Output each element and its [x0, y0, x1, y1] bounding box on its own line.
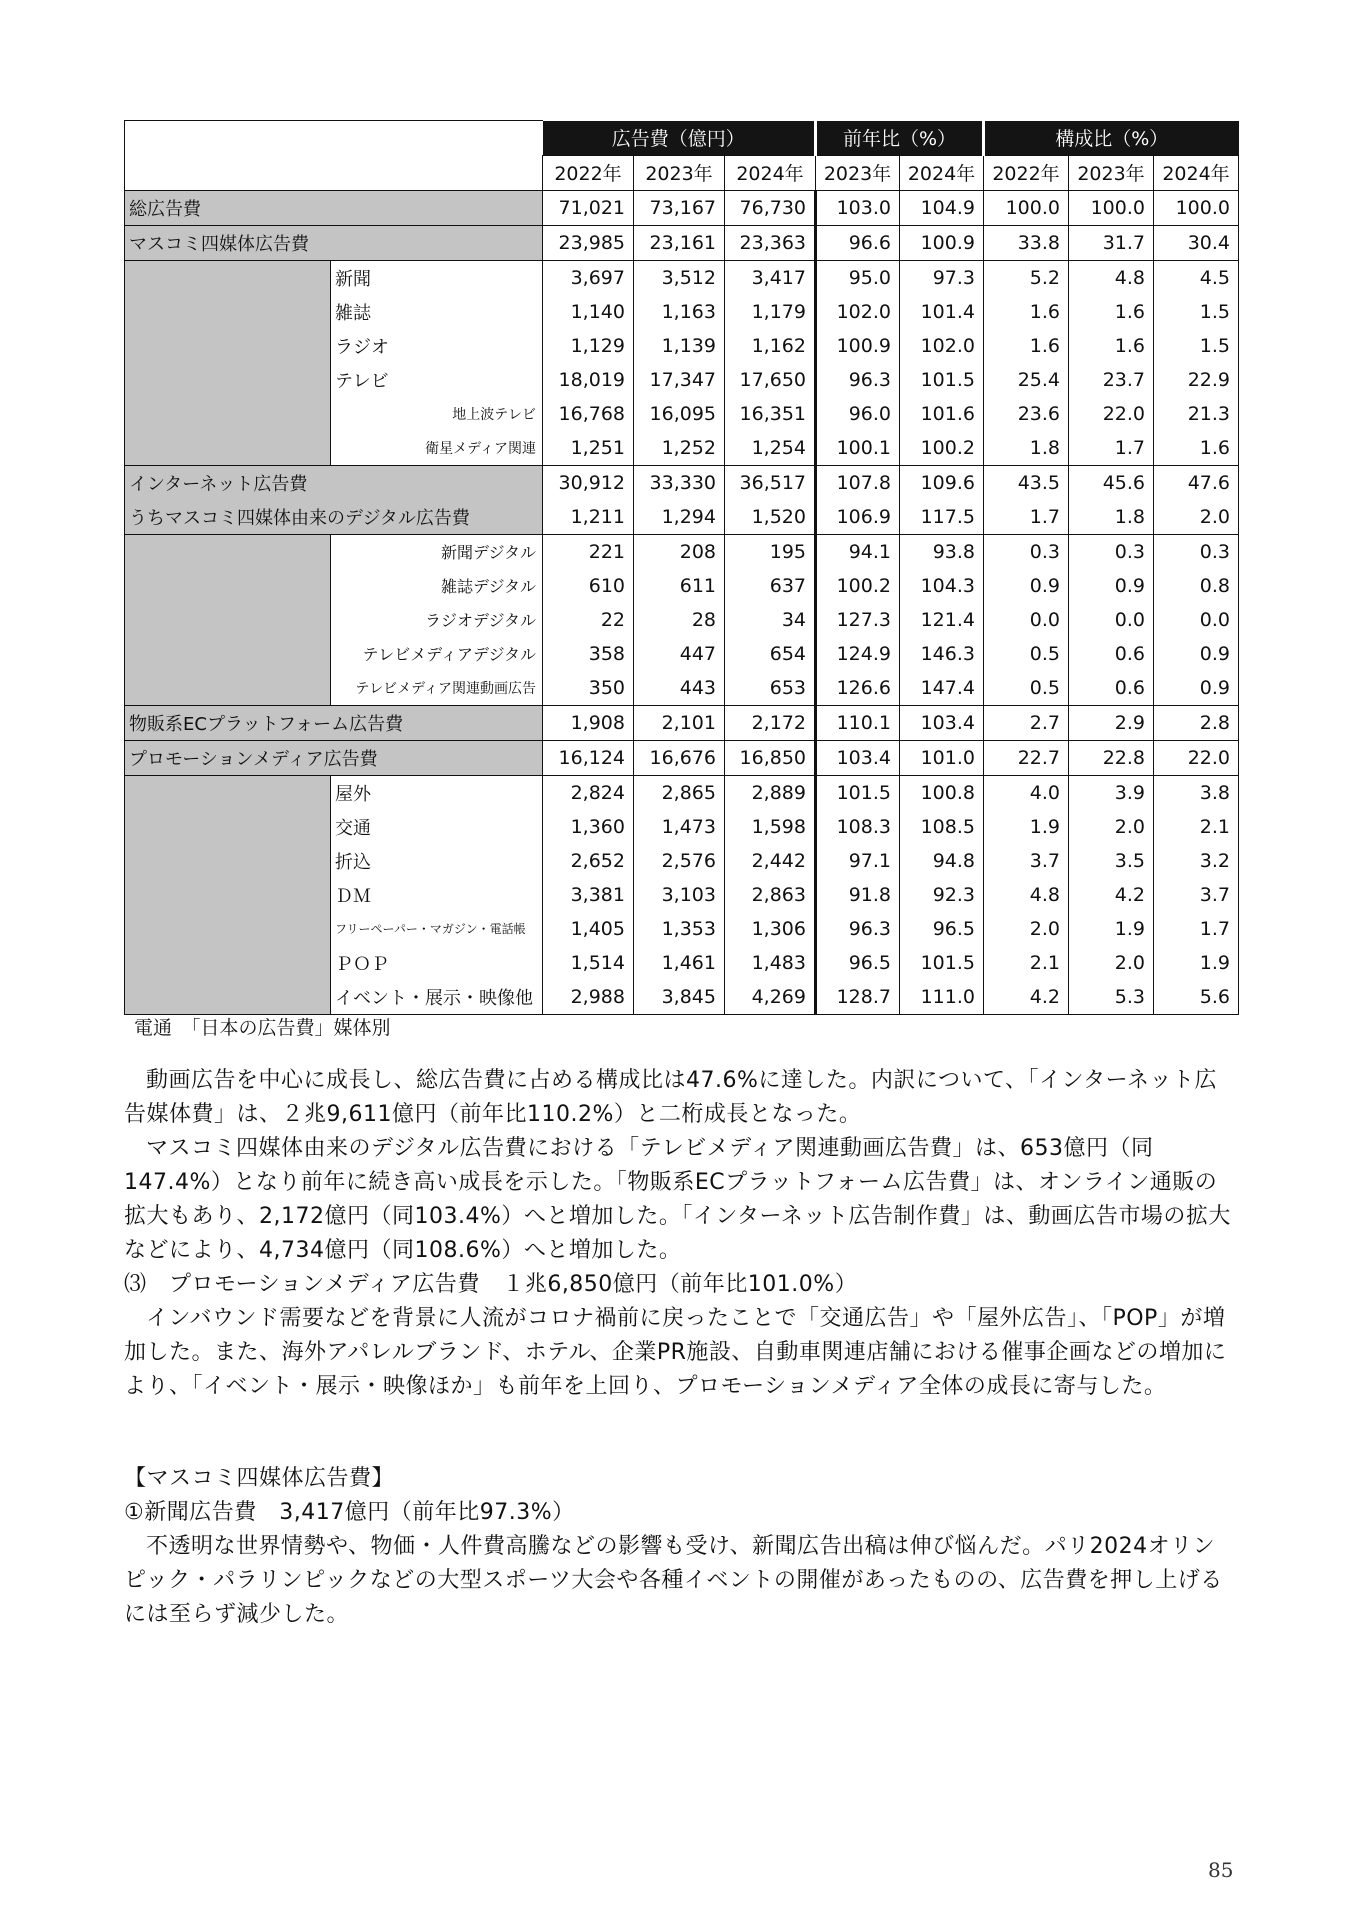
table-cell: 22 — [543, 603, 634, 637]
table-cell: 2.0 — [984, 912, 1069, 946]
table-cell: 1,163 — [634, 295, 725, 329]
table-cell: 92.3 — [900, 878, 984, 912]
table-row — [125, 465, 1239, 500]
table-cell: 3,417 — [725, 260, 816, 295]
table-cell: 127.3 — [816, 603, 900, 637]
row-label: 雑誌 — [331, 295, 543, 329]
table-cell: 1.7 — [984, 500, 1069, 535]
table-cell: 101.5 — [900, 363, 984, 397]
table-row — [125, 878, 1239, 912]
table-cell: 126.6 — [816, 671, 900, 706]
table-cell: 611 — [634, 569, 725, 603]
table-cell: 100.2 — [816, 569, 900, 603]
row-group-block — [125, 671, 331, 706]
row-label: 雑誌デジタル — [331, 569, 543, 603]
table-cell: 101.6 — [900, 397, 984, 431]
table-cell: 23,985 — [543, 225, 634, 260]
table-cell: 1,251 — [543, 431, 634, 466]
row-group-block — [125, 603, 331, 637]
table-row — [125, 363, 1239, 397]
table-cell: 2.7 — [984, 705, 1069, 740]
table-cell: 111.0 — [900, 980, 984, 1015]
row-label: テレビ — [331, 363, 543, 397]
row-group-block — [125, 946, 331, 980]
table-cell: 3,845 — [634, 980, 725, 1015]
table-cell: 1.9 — [1069, 912, 1154, 946]
row-label: 物販系ECプラットフォーム広告費 — [125, 705, 543, 740]
table-cell: 22.9 — [1154, 363, 1239, 397]
table-cell: 4.2 — [984, 980, 1069, 1015]
table-cell: 43.5 — [984, 465, 1069, 500]
table-cell: 350 — [543, 671, 634, 706]
table-cell: 121.4 — [900, 603, 984, 637]
table-cell: 104.3 — [900, 569, 984, 603]
table-cell: 1,252 — [634, 431, 725, 466]
table-cell: 33.8 — [984, 225, 1069, 260]
table-cell: 1,294 — [634, 500, 725, 535]
table-cell: 0.0 — [1069, 603, 1154, 637]
table-cell: 443 — [634, 671, 725, 706]
table-cell: 0.5 — [984, 637, 1069, 671]
table-cell: 1.7 — [1154, 912, 1239, 946]
table-cell: 16,850 — [725, 740, 816, 775]
table-cell: 117.5 — [900, 500, 984, 535]
table-row — [125, 603, 1239, 637]
table-row — [125, 775, 1239, 810]
row-group-block — [125, 912, 331, 946]
table-row — [125, 397, 1239, 431]
table-row — [125, 912, 1239, 946]
table-cell: 33,330 — [634, 465, 725, 500]
table-cell: 96.5 — [816, 946, 900, 980]
table-cell: 1,179 — [725, 295, 816, 329]
table-cell: 5.2 — [984, 260, 1069, 295]
table-cell: 100.0 — [1154, 190, 1239, 225]
table-cell: 22.0 — [1069, 397, 1154, 431]
table-cell: 1.5 — [1154, 295, 1239, 329]
table-cell: 100.8 — [900, 775, 984, 810]
table-cell: 100.9 — [816, 329, 900, 363]
table-row — [125, 295, 1239, 329]
table-cell: 73,167 — [634, 190, 725, 225]
row-group-block — [125, 260, 331, 295]
table-cell: 22.0 — [1154, 740, 1239, 775]
row-group-block — [125, 878, 331, 912]
table-cell: 97.3 — [900, 260, 984, 295]
table-cell: 0.5 — [984, 671, 1069, 706]
table-cell: 28 — [634, 603, 725, 637]
row-label: 屋外 — [331, 775, 543, 810]
table-cell: 103.4 — [816, 740, 900, 775]
row-label: テレビメディアデジタル — [331, 637, 543, 671]
table-cell: 208 — [634, 534, 725, 569]
table-cell: 2,865 — [634, 775, 725, 810]
row-label: ラジオデジタル — [331, 603, 543, 637]
table-cell: 100.9 — [900, 225, 984, 260]
table-cell: 1,520 — [725, 500, 816, 535]
table-row — [125, 810, 1239, 844]
table-cell: 2.9 — [1069, 705, 1154, 740]
row-label: 衛星メディア関連 — [331, 431, 543, 466]
table-cell: 104.9 — [900, 190, 984, 225]
table-cell: 1,473 — [634, 810, 725, 844]
table-cell: 1,598 — [725, 810, 816, 844]
table-cell: 95.0 — [816, 260, 900, 295]
table-cell: 2.8 — [1154, 705, 1239, 740]
table-cell: 0.3 — [984, 534, 1069, 569]
table-header-year-row — [125, 155, 1239, 190]
table-cell: 23,161 — [634, 225, 725, 260]
table-cell: 103.4 — [900, 705, 984, 740]
table-cell: 1.7 — [1069, 431, 1154, 466]
table-cell: 2,988 — [543, 980, 634, 1015]
table-row — [125, 500, 1239, 535]
table-cell: 654 — [725, 637, 816, 671]
table-row — [125, 980, 1239, 1015]
table-cell: 96.3 — [816, 363, 900, 397]
body-text — [124, 1064, 1234, 1632]
table-cell: 23,363 — [725, 225, 816, 260]
table-cell: 4.0 — [984, 775, 1069, 810]
year-header: 2024年 — [725, 155, 816, 190]
table-cell: 2,172 — [725, 705, 816, 740]
table-cell: 2,824 — [543, 775, 634, 810]
table-cell: 93.8 — [900, 534, 984, 569]
table-cell: 2,101 — [634, 705, 725, 740]
table-row — [125, 431, 1239, 466]
table-cell: 100.2 — [900, 431, 984, 466]
table-row — [125, 190, 1239, 225]
table-cell: 5.3 — [1069, 980, 1154, 1015]
table-cell: 106.9 — [816, 500, 900, 535]
table-cell: 0.9 — [1069, 569, 1154, 603]
table-cell: 96.5 — [900, 912, 984, 946]
paragraph: 動画広告を中心に成長し、総広告費に占める構成比は47.6%に達した。内訳について、「インターネット広告媒体費」は、２兆9,611億円（前年比110.2%）と二桁成長となった。 — [124, 1068, 1218, 1127]
row-group-block — [125, 844, 331, 878]
row-group-block — [125, 431, 331, 466]
table-cell: 2,889 — [725, 775, 816, 810]
table-cell: 637 — [725, 569, 816, 603]
table-cell: 16,351 — [725, 397, 816, 431]
table-cell: 34 — [725, 603, 816, 637]
table-cell: 358 — [543, 637, 634, 671]
table-cell: 0.8 — [1154, 569, 1239, 603]
table-cell: 1,140 — [543, 295, 634, 329]
header-share: 構成比（%） — [984, 121, 1239, 156]
table-cell: 108.3 — [816, 810, 900, 844]
table-cell: 653 — [725, 671, 816, 706]
table-cell: 23.7 — [1069, 363, 1154, 397]
table-cell: 76,730 — [725, 190, 816, 225]
table-cell: 1.9 — [1154, 946, 1239, 980]
table-cell: 2.1 — [1154, 810, 1239, 844]
table-cell: 0.9 — [984, 569, 1069, 603]
row-group-block — [125, 534, 331, 569]
table-cell: 94.1 — [816, 534, 900, 569]
table-row — [125, 569, 1239, 603]
table-cell: 1.9 — [984, 810, 1069, 844]
row-label: インターネット広告費 — [125, 465, 543, 500]
row-label: 新聞デジタル — [331, 534, 543, 569]
table-cell: 1,514 — [543, 946, 634, 980]
table-cell: 0.9 — [1154, 637, 1239, 671]
table-cell: 100.0 — [1069, 190, 1154, 225]
table-cell: 47.6 — [1154, 465, 1239, 500]
table-cell: 1,908 — [543, 705, 634, 740]
paragraph: 不透明な世界情勢や、物価・人件費高騰などの影響も受け、新聞広告出稿は伸び悩んだ。パリ2024オリンピック・パラリンピックなどの大型スポーツ大会や各種イベントの開催があったものの、広告費を押し上げるには至らず減少した。 — [124, 1534, 1223, 1627]
row-label: ＤＭ — [331, 878, 543, 912]
table-cell: 4.8 — [1069, 260, 1154, 295]
table-cell: 25.4 — [984, 363, 1069, 397]
table-cell: 2,442 — [725, 844, 816, 878]
table-cell: 4.2 — [1069, 878, 1154, 912]
row-label: 新聞 — [331, 260, 543, 295]
table-cell: 1.6 — [984, 329, 1069, 363]
table-cell: 4,269 — [725, 980, 816, 1015]
table-cell: 100.1 — [816, 431, 900, 466]
table-cell: 1.5 — [1154, 329, 1239, 363]
table-cell: 1.6 — [984, 295, 1069, 329]
table-cell: 23.6 — [984, 397, 1069, 431]
table-cell: 0.0 — [984, 603, 1069, 637]
table-cell: 17,347 — [634, 363, 725, 397]
table-cell: 1.8 — [984, 431, 1069, 466]
year-header: 2022年 — [543, 155, 634, 190]
table-row — [125, 740, 1239, 775]
table-cell: 0.3 — [1154, 534, 1239, 569]
row-group-block — [125, 980, 331, 1015]
row-label: フリーペーパー・マガジン・電話帳 — [331, 912, 543, 946]
table-cell: 22.7 — [984, 740, 1069, 775]
table-cell: 3.7 — [1154, 878, 1239, 912]
table-cell: 3.2 — [1154, 844, 1239, 878]
table-cell: 101.5 — [900, 946, 984, 980]
paragraph: インバウンド需要などを背景に人流がコロナ禍前に戻ったことで「交通広告」や「屋外広告」、「POP」が増加した。また、海外アパレルブランド、ホテル、企業PR施設、自動車関連店舗における催事企画などの増加により、「イベント・展示・映像ほか」も前年を上回り、プロモーションメディア全体の成長に寄与した。 — [124, 1306, 1227, 1399]
table-row — [125, 946, 1239, 980]
table-cell: 101.0 — [900, 740, 984, 775]
row-label: ラジオ — [331, 329, 543, 363]
table-cell: 30.4 — [1154, 225, 1239, 260]
year-header: 2023年 — [816, 155, 900, 190]
table-row — [125, 637, 1239, 671]
table-cell: 1.8 — [1069, 500, 1154, 535]
section-heading: 【マスコミ四媒体広告費】 — [124, 1466, 395, 1491]
table-cell: 16,768 — [543, 397, 634, 431]
table-cell: 1,211 — [543, 500, 634, 535]
table-cell: 3.8 — [1154, 775, 1239, 810]
table-cell: 45.6 — [1069, 465, 1154, 500]
table-row — [125, 844, 1239, 878]
table-cell: 1.6 — [1069, 329, 1154, 363]
table-cell: 94.8 — [900, 844, 984, 878]
table-cell: 5.6 — [1154, 980, 1239, 1015]
row-group-block — [125, 363, 331, 397]
row-group-block — [125, 397, 331, 431]
row-label: ＰＯＰ — [331, 946, 543, 980]
table-cell: 91.8 — [816, 878, 900, 912]
table-cell: 1,483 — [725, 946, 816, 980]
table-cell: 2.0 — [1069, 810, 1154, 844]
ad-expenditure-table — [124, 120, 1239, 1015]
table-cell: 1,360 — [543, 810, 634, 844]
table-cell: 4.5 — [1154, 260, 1239, 295]
table-cell: 17,650 — [725, 363, 816, 397]
table-cell: 101.5 — [816, 775, 900, 810]
table-cell: 110.1 — [816, 705, 900, 740]
table-cell: 30,912 — [543, 465, 634, 500]
row-group-block — [125, 775, 331, 810]
table-cell: 22.8 — [1069, 740, 1154, 775]
table-cell: 36,517 — [725, 465, 816, 500]
year-header: 2023年 — [1069, 155, 1154, 190]
table-header-group-row — [125, 121, 1239, 156]
table-cell: 96.3 — [816, 912, 900, 946]
table-cell: 18,019 — [543, 363, 634, 397]
table-cell: 1.6 — [1154, 431, 1239, 466]
subsection-heading: ①新聞広告費 3,417億円（前年比97.3%） — [124, 1500, 575, 1525]
row-label: マスコミ四媒体広告費 — [125, 225, 543, 260]
table-cell: 447 — [634, 637, 725, 671]
table-cell: 0.0 — [1154, 603, 1239, 637]
table-cell: 1.6 — [1069, 295, 1154, 329]
table-cell: 195 — [725, 534, 816, 569]
row-label: テレビメディア関連動画広告 — [331, 671, 543, 706]
table-cell: 1,405 — [543, 912, 634, 946]
table-cell: 147.4 — [900, 671, 984, 706]
table-cell: 21.3 — [1154, 397, 1239, 431]
paragraph: マスコミ四媒体由来のデジタル広告費における「テレビメディア関連動画広告費」は、653億円（同147.4%）となり前年に続き高い成長を示した。「物販系ECプラットフォーム広告費」は、オンライン通販の拡大もあり、2,172億円（同103.4%）へと増加した。「インターネット広告制作費」は、動画広告市場の拡大などにより、4,734億円（同108.6%）へと増加した。 — [124, 1136, 1231, 1263]
row-label: 交通 — [331, 810, 543, 844]
table-cell: 102.0 — [900, 329, 984, 363]
row-group-block — [125, 295, 331, 329]
row-group-block — [125, 810, 331, 844]
table-cell: 3.5 — [1069, 844, 1154, 878]
year-header: 2023年 — [634, 155, 725, 190]
page-number: 85 — [1208, 1858, 1234, 1882]
table-cell: 2.1 — [984, 946, 1069, 980]
table-cell: 0.9 — [1154, 671, 1239, 706]
table-row — [125, 671, 1239, 706]
table-cell: 3.7 — [984, 844, 1069, 878]
table-cell: 3,381 — [543, 878, 634, 912]
row-group-block — [125, 569, 331, 603]
table-cell: 1,254 — [725, 431, 816, 466]
table-cell: 0.3 — [1069, 534, 1154, 569]
section-heading: ⑶ プロモーションメディア広告費 １兆6,850億円（前年比101.0%） — [124, 1272, 858, 1297]
table-cell: 2,652 — [543, 844, 634, 878]
table-cell: 146.3 — [900, 637, 984, 671]
table-cell: 102.0 — [816, 295, 900, 329]
table-cell: 109.6 — [900, 465, 984, 500]
table-cell: 101.4 — [900, 295, 984, 329]
table-row — [125, 705, 1239, 740]
table-cell: 16,676 — [634, 740, 725, 775]
table-row — [125, 225, 1239, 260]
table-cell: 96.6 — [816, 225, 900, 260]
table-cell: 1,139 — [634, 329, 725, 363]
row-group-block — [125, 637, 331, 671]
table-cell: 128.7 — [816, 980, 900, 1015]
table-cell: 100.0 — [984, 190, 1069, 225]
table-cell: 103.0 — [816, 190, 900, 225]
table-cell: 0.6 — [1069, 637, 1154, 671]
table-cell: 1,162 — [725, 329, 816, 363]
table-row — [125, 534, 1239, 569]
table-cell: 71,021 — [543, 190, 634, 225]
source-note: 電通 「日本の広告費」媒体別 — [134, 1017, 391, 1039]
year-header: 2024年 — [1154, 155, 1239, 190]
table-cell: 3.9 — [1069, 775, 1154, 810]
table-cell: 3,697 — [543, 260, 634, 295]
table-cell: 610 — [543, 569, 634, 603]
row-label: うちマスコミ四媒体由来のデジタル広告費 — [125, 500, 543, 535]
row-group-block — [125, 329, 331, 363]
year-header: 2022年 — [984, 155, 1069, 190]
row-label: プロモーションメディア広告費 — [125, 740, 543, 775]
table-cell: 96.0 — [816, 397, 900, 431]
table-cell: 107.8 — [816, 465, 900, 500]
table-cell: 2,576 — [634, 844, 725, 878]
row-label: 折込 — [331, 844, 543, 878]
row-label: 総広告費 — [125, 190, 543, 225]
header-ad-cost: 広告費（億円） — [543, 121, 816, 156]
table-cell: 1,461 — [634, 946, 725, 980]
year-header: 2024年 — [900, 155, 984, 190]
table-cell: 97.1 — [816, 844, 900, 878]
header-yoy: 前年比（%） — [816, 121, 984, 156]
table-row — [125, 260, 1239, 295]
table-cell: 3,103 — [634, 878, 725, 912]
table-row — [125, 329, 1239, 363]
table-cell: 1,306 — [725, 912, 816, 946]
table-cell: 1,353 — [634, 912, 725, 946]
table-cell: 31.7 — [1069, 225, 1154, 260]
row-label: 地上波テレビ — [331, 397, 543, 431]
table-cell: 124.9 — [816, 637, 900, 671]
table-cell: 4.8 — [984, 878, 1069, 912]
table-cell: 16,124 — [543, 740, 634, 775]
table-cell: 2.0 — [1154, 500, 1239, 535]
table-cell: 1,129 — [543, 329, 634, 363]
table-cell: 0.6 — [1069, 671, 1154, 706]
table-cell: 3,512 — [634, 260, 725, 295]
row-label: イベント・展示・映像他 — [331, 980, 543, 1015]
table-cell: 2,863 — [725, 878, 816, 912]
table-cell: 16,095 — [634, 397, 725, 431]
table-cell: 108.5 — [900, 810, 984, 844]
table-cell: 221 — [543, 534, 634, 569]
table-cell: 2.0 — [1069, 946, 1154, 980]
